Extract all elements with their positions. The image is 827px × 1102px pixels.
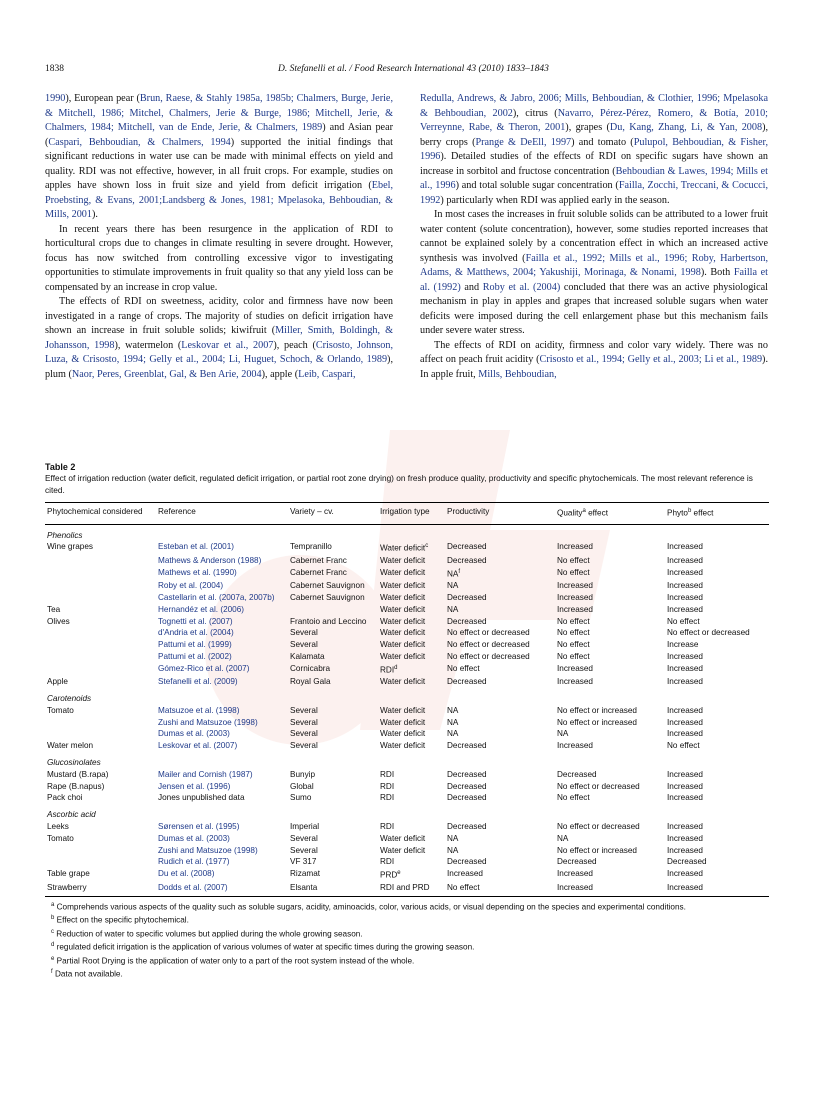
table-group-row <box>45 752 769 769</box>
table-row <box>45 580 769 592</box>
reference-link[interactable]: Rudich et al. (1977) <box>158 857 230 867</box>
table-cell: Water deficit <box>380 717 426 727</box>
table-cell: Rizamat <box>290 869 321 879</box>
table-row <box>45 833 769 845</box>
table-cell: No effect <box>557 651 590 661</box>
citation-link[interactable]: Failla et al. (1992) <box>420 267 768 293</box>
table-row <box>45 616 769 628</box>
table-cell: No effect <box>557 616 590 626</box>
table-cell: Increased <box>665 882 769 896</box>
table-cell: RDI <box>380 793 395 803</box>
table-cell: Water deficit <box>380 705 426 715</box>
table-cell: Olives <box>47 616 70 626</box>
group-label: Ascorbic acid <box>47 810 96 820</box>
reference-link[interactable]: Roby et al. (2004) <box>158 581 224 591</box>
citation-link[interactable]: Brun, Raese, & Stahly 1985a, 1985b; Chalmers, Burge, Jerie, & Mitchell, 1986; Mitchel, Chalmers, Jerie & Burge, 1986; Mitchell, Jerie, & Chalmers, 1984; Mitchell, van de Ende, Jerie, & Chalmers, 1989 <box>45 93 393 133</box>
table-cell: Wine grapes <box>47 542 93 552</box>
paragraph <box>45 92 393 223</box>
table-cell: Decreased <box>447 741 487 751</box>
table-row <box>45 705 769 717</box>
citation-link[interactable]: Failla et al., 1992; Mills et al., 1996; Roby, Harbertson, Adams, & Matthews, 2004; Yakushiji, Morinaga, & Nonami, 1998 <box>420 252 768 278</box>
citation-link[interactable]: Naor, Peres, Greenblat, Gal, & Ben Arie, 2004 <box>71 368 262 380</box>
table-cell: Increased <box>667 663 703 673</box>
table-cell: Increased <box>557 581 593 591</box>
paragraph-text: concluded that there was an active physiological mechanism in play in apples and grapes that increased soluble sugars when water deficits were imposed during the cell enlargement phase but this mechanism fails under severe water stress. <box>420 281 768 336</box>
table-cell: Tomato <box>47 833 74 843</box>
citation-link[interactable]: Roby et al. (2004) <box>482 281 561 293</box>
table-cell: Increased <box>667 869 703 879</box>
table-cell: Water deficit <box>380 845 426 855</box>
table-cell: NA <box>557 833 569 843</box>
table-2 <box>45 462 769 981</box>
table-cell: Decreased <box>447 781 487 791</box>
table-row <box>45 555 769 567</box>
table-cell: Water deficit <box>380 604 426 614</box>
table-cell <box>45 663 156 677</box>
table-cell: No effect or decreased <box>667 628 750 638</box>
table-cell: Royal Gala <box>290 677 331 687</box>
reference-link[interactable]: Leskovar et al. (2007) <box>158 741 238 751</box>
paragraph-text: ). Both <box>700 267 734 278</box>
reference-link[interactable]: Pattumi et al. (1999) <box>158 640 232 650</box>
paragraph-text: The effects of RDI on acidity, firmness and color vary widely. There was no affect on peach fruit acidity ( <box>420 339 768 365</box>
table-cell: Increased <box>667 542 703 552</box>
table-cell: Water deficit <box>380 567 426 577</box>
table-cell: Water deficit <box>380 741 426 751</box>
table-cell: Global <box>290 781 314 791</box>
table-cell: Jones unpublished data <box>158 793 245 803</box>
citation-link[interactable]: Prange & DeEll, 1997 <box>475 136 572 148</box>
table-cell: No effect or decreased <box>557 822 640 832</box>
paragraph-text: ). <box>91 209 98 220</box>
table-cell: No effect <box>557 628 590 638</box>
journal-reference: D. Stefanelli et al. / Food Research International 43 (2010) 1833–1843 <box>278 64 549 74</box>
left-text-column <box>45 92 393 382</box>
paragraph-text: ) and total soluble sugar concentration ( <box>455 180 619 191</box>
table-row <box>45 740 769 752</box>
citation-link[interactable]: Leib, Caspari, <box>298 368 356 380</box>
table-cell: Bunyip <box>290 769 316 779</box>
table-cell: No effect <box>667 616 700 626</box>
citation-link[interactable]: Navarro, Pérez-Pérez, Romero, & Botía, 2010; Verreynne, Rabe, & Theron, 2001 <box>420 107 768 133</box>
table-cell: Water deficit <box>380 677 426 687</box>
table-cell: Cabernet Franc <box>290 555 347 565</box>
table-cell: Several <box>290 833 318 843</box>
paragraph <box>420 92 768 208</box>
citation-link[interactable]: Crisosto et al., 1994; Gelly et al., 2003; Li et al., 1989 <box>539 354 763 365</box>
table-row <box>45 604 769 616</box>
table-cell: Increased <box>557 741 593 751</box>
paragraph-text: ) and Asian pear ( <box>45 122 393 148</box>
paragraph <box>420 208 768 339</box>
table-cell: Tempranillo <box>290 542 332 552</box>
table-cell: Table grape <box>47 869 90 879</box>
table-cell: Leeks <box>47 822 69 832</box>
table-cell: No effect <box>557 555 590 565</box>
paragraph-text: ), peach ( <box>273 339 316 351</box>
paragraph-text: ), European pear ( <box>65 93 140 104</box>
table-cell: RDI and PRD <box>378 882 445 896</box>
table-cell: Apple <box>47 677 68 687</box>
group-label: Phenolics <box>47 530 83 540</box>
reference-link[interactable]: Dodds et al. (2007) <box>156 882 288 896</box>
reference-link[interactable]: Stefanelli et al. (2009) <box>158 677 238 687</box>
reference-link[interactable]: Mailer and Cornish (1987) <box>158 769 253 779</box>
table-cell <box>45 845 156 857</box>
table-cell: No effect <box>557 793 590 803</box>
table-row <box>45 651 769 663</box>
table-cell: Imperial <box>290 822 320 832</box>
table-cell <box>45 592 156 604</box>
table-cell: Water deficit <box>380 640 426 650</box>
reference-link[interactable]: Hernandéz et al. (2006) <box>158 604 245 614</box>
table-cell: Rape (B.napus) <box>47 781 105 791</box>
table-cell: Increased <box>557 604 593 614</box>
table-cell: NA <box>447 604 459 614</box>
citation-link[interactable]: Miller, Smith, Boldingh, & Johansson, 1998 <box>45 325 393 351</box>
citation-link[interactable]: Du, Kang, Zhang, Li, & Yan, 2008 <box>609 122 763 133</box>
paragraph-text: ), watermelon ( <box>114 339 182 351</box>
table-cell: RDI <box>380 822 395 832</box>
citation-link[interactable]: Pulupol, Behboudian, & Fisher, 1996 <box>420 136 769 162</box>
citation-link[interactable]: Leskovar et al., 2007 <box>181 339 274 351</box>
table-row <box>45 868 769 882</box>
citation-link[interactable]: Crisosto, Johnson, Luza, & Crisosto, 1994; Gelly et al., 2004; Li, Huguet, Schoch, & Orlando, 1989 <box>45 339 393 365</box>
table-cell: PRD$^e$ <box>380 870 401 880</box>
reference-link[interactable]: Matsuzoe et al. (1998) <box>158 705 240 715</box>
paragraph-text: ). In apple fruit, <box>420 354 768 380</box>
table-group-row <box>45 688 769 705</box>
table-cell: No effect or decreased <box>447 628 530 638</box>
table-footnotes <box>45 900 769 981</box>
reference-link[interactable]: Jensen et al. (1996) <box>158 781 231 791</box>
table-cell: RDI$^d$ <box>380 664 398 675</box>
reference-link[interactable]: Tognetti et al. (2007) <box>158 616 233 626</box>
reference-link[interactable]: Zushi and Matsuzoe (1998) <box>158 845 258 855</box>
table-row <box>45 821 769 833</box>
table-row <box>45 567 769 581</box>
column-header: Quality$^a$ effect <box>555 503 665 525</box>
footnote: $^d$ regulated deficit irrigation is the application of various volumes of water at specific times during the growing season. <box>51 942 475 952</box>
table-cell: Increased <box>667 581 703 591</box>
table-cell: NA <box>447 729 459 739</box>
table-cell: Increased <box>557 592 593 602</box>
table-cell: Increased <box>557 542 593 552</box>
table-cell: Decreased <box>447 616 487 626</box>
table-cell: Water deficit <box>380 616 426 626</box>
paragraph-text: ). Detailed studies of the effects of RDI on specific sugars have shown an increase in sorbitol and fructose concentration ( <box>420 151 768 177</box>
table-cell: Decreased <box>447 857 487 867</box>
table-cell: Several <box>290 640 318 650</box>
table-cell: Several <box>290 717 318 727</box>
paragraph-text: ) supported the initial findings that significant reductions in water use can be made with minimal effects on yield and quality. RDI was not effective, however, in all fruit crops. For example, studies on apples have shown loss in fruit size and yield from deficit irrigation ( <box>45 136 393 191</box>
table-cell: Cabernet Sauvignon <box>290 581 365 591</box>
group-label: Glucosinolates <box>47 758 101 768</box>
table-group-row <box>45 804 769 821</box>
table-cell: Decreased <box>557 769 597 779</box>
table-cell <box>45 639 156 651</box>
paragraph-text: The effects of RDI on sweetness, acidity, color and firmness have now been investigated in a range of crops. The majority of studies on deficit irrigation have shown an increase in fruit soluble solids; kiwifruit ( <box>45 296 393 336</box>
reference-link[interactable]: Castellarin et al. (2007a, 2007b) <box>158 592 275 602</box>
table-cell: Water deficit$^c$ <box>380 543 429 554</box>
table-cell: Increased <box>557 677 593 687</box>
reference-link[interactable]: Mathews & Anderson (1988) <box>158 555 262 565</box>
table-cell: Increased <box>557 663 593 673</box>
table-cell: NA <box>557 729 569 739</box>
table-cell: Increased <box>557 869 593 879</box>
footnote: $^f$ Data not available. <box>51 969 123 979</box>
paragraph-text: ), plum ( <box>45 354 393 380</box>
table-cell: Kalamata <box>290 651 325 661</box>
table-row <box>45 676 769 688</box>
footnote: $^b$ Effect on the specific phytochemical. <box>51 915 189 925</box>
table-cell: Decreased <box>447 555 487 565</box>
table-row <box>45 592 769 604</box>
table-cell: No effect <box>445 882 555 896</box>
citation-link[interactable]: Behboudian & Lawes, 1994; Mills et al., 1996 <box>420 165 768 191</box>
column-header: Irrigation type <box>378 503 445 525</box>
reference-link[interactable]: Sørensen et al. (1995) <box>158 822 240 832</box>
table-cell: Increased <box>667 781 703 791</box>
table-cell: RDI <box>380 781 395 791</box>
paragraph-text: ), berry crops ( <box>420 122 769 148</box>
running-header <box>45 64 782 78</box>
table-row <box>45 717 769 729</box>
table-cell: Cornicabra <box>290 663 331 673</box>
table-caption: Effect of irrigation reduction (water deficit, regulated deficit irrigation, or partial root zone drying) on fresh produce quality, productivity and specific phytochemicals. The most relevant reference is cited. <box>45 473 753 495</box>
table-cell <box>45 627 156 639</box>
reference-link[interactable]: Mathews et al. (1990) <box>158 567 237 577</box>
reference-link[interactable]: Dumas et al. (2003) <box>158 833 230 843</box>
table-cell: NA <box>447 845 459 855</box>
paragraph-text: In recent years there has been resurgence in the application of RDI to horticultural crops due to changes in climate resulting in severe drought. However, focus has now switched from controlling excessive vigor to investigating opportunities to stimulate improvements in fruit quality so that any yield loss can be compensated by an increase in crop value. <box>45 223 393 293</box>
paragraph <box>420 339 768 383</box>
table-cell <box>45 728 156 740</box>
page-number: 1838 <box>45 64 64 74</box>
table-cell: Several <box>290 628 318 638</box>
table-cell: No effect or decreased <box>557 781 640 791</box>
table-cell: Increased <box>667 822 703 832</box>
table-cell: No effect <box>667 741 700 751</box>
table-cell: Increased <box>667 555 703 565</box>
table-cell: Increased <box>447 869 483 879</box>
table-cell <box>45 856 156 868</box>
table-header-row <box>45 503 769 525</box>
footnote: $^e$ Partial Root Drying is the application of water only to a part of the root system instead of the whole. <box>51 955 415 966</box>
table-cell: Water deficit <box>380 628 426 638</box>
reference-link[interactable]: Du et al. (2008) <box>158 869 215 879</box>
reference-link[interactable]: Zushi and Matsuzoe (1998) <box>158 717 258 727</box>
table-cell: Cabernet Sauvignon <box>290 592 365 602</box>
table-cell: No effect or decreased <box>447 640 530 650</box>
footnote: $^a$ Comprehends various aspects of the quality such as soluble sugars, acidity, aminoacids, color, various acids, or visual depending on the species and experimental conditions. <box>51 901 686 912</box>
table-cell <box>45 555 156 567</box>
footnote: $^c$ Reduction of water to specific volumes but applied during the whole growing season. <box>51 928 363 939</box>
table-group-row <box>45 524 769 541</box>
table-cell: No effect or increased <box>557 705 637 715</box>
table-row <box>45 639 769 651</box>
table-cell: RDI <box>380 857 395 867</box>
table-label: Table 2 <box>45 462 76 472</box>
paragraph-text: In most cases the increases in fruit soluble solids can be attributed to a lower fruit water content (solute concentration), however, some studies reported increases that cannot be explained solely by a concentration effect in which an increased active synthesis was involved ( <box>420 209 768 264</box>
table-cell <box>45 567 156 581</box>
column-header: Variety – cv. <box>288 503 378 525</box>
table-cell: Cabernet Franc <box>290 567 347 577</box>
reference-link[interactable]: Dumas et al. (2003) <box>158 729 230 739</box>
table-cell: Increased <box>667 604 703 614</box>
table-cell: NA <box>447 581 459 591</box>
citation-link[interactable]: Mills, Behboudian, <box>478 368 557 380</box>
table-cell: Increased <box>667 729 703 739</box>
table-cell: No effect or increased <box>557 845 637 855</box>
table-cell: Increased <box>667 717 703 727</box>
table-cell: $NA^f$ <box>447 568 461 579</box>
column-header: Productivity <box>445 503 555 525</box>
table-cell: Decreased <box>447 769 487 779</box>
table-cell: No effect or decreased <box>447 651 530 661</box>
table-cell: Tomato <box>47 705 74 715</box>
table-cell: Tea <box>47 604 61 614</box>
table-row <box>45 728 769 740</box>
paragraph <box>45 223 393 296</box>
table-cell: RDI <box>380 769 395 779</box>
paragraph-text: ) and tomato ( <box>571 136 634 148</box>
paragraph-text: ), apple ( <box>261 368 299 380</box>
table-cell: Increased <box>667 769 703 779</box>
table-cell: Water deficit <box>380 651 426 661</box>
table-cell: Water deficit <box>380 581 426 591</box>
reference-link[interactable]: Esteban et al. (2001) <box>158 542 235 552</box>
table-cell: Mustard (B.rapa) <box>47 769 109 779</box>
table-cell <box>45 717 156 729</box>
table-cell: Water deficit <box>380 592 426 602</box>
reference-link[interactable]: Pattumi et al. (2002) <box>158 651 232 661</box>
table-row <box>45 627 769 639</box>
citation-link[interactable]: Ebel, Proebsting, & Evans, 2001;Landsberg & Jones, 1981; Mpelasoka, Behboudian, & Mills, 2001 <box>45 180 393 220</box>
table-cell: NA <box>447 833 459 843</box>
table-cell: No effect <box>447 663 480 673</box>
table-cell: Water melon <box>47 741 94 751</box>
table-row <box>45 882 769 896</box>
citation-link[interactable]: 1990 <box>45 93 66 104</box>
reference-link[interactable]: Gómez-Rico et al. (2007) <box>158 663 250 673</box>
table-cell: Several <box>290 845 318 855</box>
table-cell: Increased <box>667 793 703 803</box>
citation-link[interactable]: Redulla, Andrews, & Jabro, 2006; Mills, Behboudian, & Clothier, 1996; Mpelasoka & Behboudian, 2002 <box>420 93 768 119</box>
paragraph-text: ), grapes ( <box>565 122 610 133</box>
group-label: Carotenoids <box>47 694 92 704</box>
table-cell: No effect <box>557 567 590 577</box>
table-row <box>45 781 769 793</box>
table-cell: Decreased <box>447 592 487 602</box>
column-header: Phytochemical considered <box>45 503 156 525</box>
table-cell: Decreased <box>447 677 487 687</box>
irrigation-effects-table <box>45 502 769 897</box>
table-cell: Increase <box>667 640 699 650</box>
table-cell: Increased <box>555 882 665 896</box>
citation-link[interactable]: Failla, Zocchi, Treccani, & Cocucci, 1992 <box>420 180 768 206</box>
table-cell: Several <box>290 705 318 715</box>
table-cell: Elsanta <box>288 882 378 896</box>
table-cell: No effect or increased <box>557 717 637 727</box>
table-row <box>45 792 769 804</box>
table-cell: Increased <box>667 592 703 602</box>
table-cell: Several <box>290 729 318 739</box>
table-cell: Increased <box>667 833 703 843</box>
table-row <box>45 663 769 677</box>
table-cell: Water deficit <box>380 555 426 565</box>
reference-link[interactable]: d'Andria et al. (2004) <box>158 628 234 638</box>
table-cell: Frantoio and Leccino <box>290 616 367 626</box>
table-cell: Increased <box>667 651 703 661</box>
table-row <box>45 541 769 555</box>
table-cell: Decreased <box>667 857 707 867</box>
table-cell: Sumo <box>290 793 312 803</box>
right-text-column <box>420 92 768 382</box>
table-row <box>45 845 769 857</box>
paragraph <box>45 295 393 382</box>
paragraph-text: ) particularly when RDI was applied early in the season. <box>440 194 670 206</box>
table-cell <box>45 580 156 592</box>
table-cell: Decreased <box>557 857 597 867</box>
paragraph-text: and <box>460 281 483 293</box>
citation-link[interactable]: Caspari, Behboudian, & Chalmers, 1994 <box>48 136 231 148</box>
column-header: Reference <box>156 503 288 525</box>
table-cell: No effect <box>557 640 590 650</box>
table-cell: Increased <box>667 677 703 687</box>
table-cell: Decreased <box>447 793 487 803</box>
table-cell: Decreased <box>447 822 487 832</box>
table-cell <box>288 604 378 616</box>
table-cell: Pack choi <box>47 793 83 803</box>
table-cell: Strawberry <box>45 882 156 896</box>
table-cell: Increased <box>667 567 703 577</box>
table-body <box>45 524 769 896</box>
table-row <box>45 769 769 781</box>
table-row <box>45 856 769 868</box>
table-cell: Water deficit <box>380 729 426 739</box>
paragraph-text: ), citrus ( <box>512 107 558 119</box>
table-cell: Increased <box>667 845 703 855</box>
column-header: Phyto$^b$ effect <box>665 503 769 525</box>
table-cell: Water deficit <box>380 833 426 843</box>
table-cell: NA <box>447 705 459 715</box>
table-cell: Increased <box>667 705 703 715</box>
table-cell: VF 317 <box>290 857 317 867</box>
table-cell: NA <box>447 717 459 727</box>
table-cell <box>45 651 156 663</box>
table-cell: Decreased <box>447 542 487 552</box>
table-cell: Several <box>290 741 318 751</box>
